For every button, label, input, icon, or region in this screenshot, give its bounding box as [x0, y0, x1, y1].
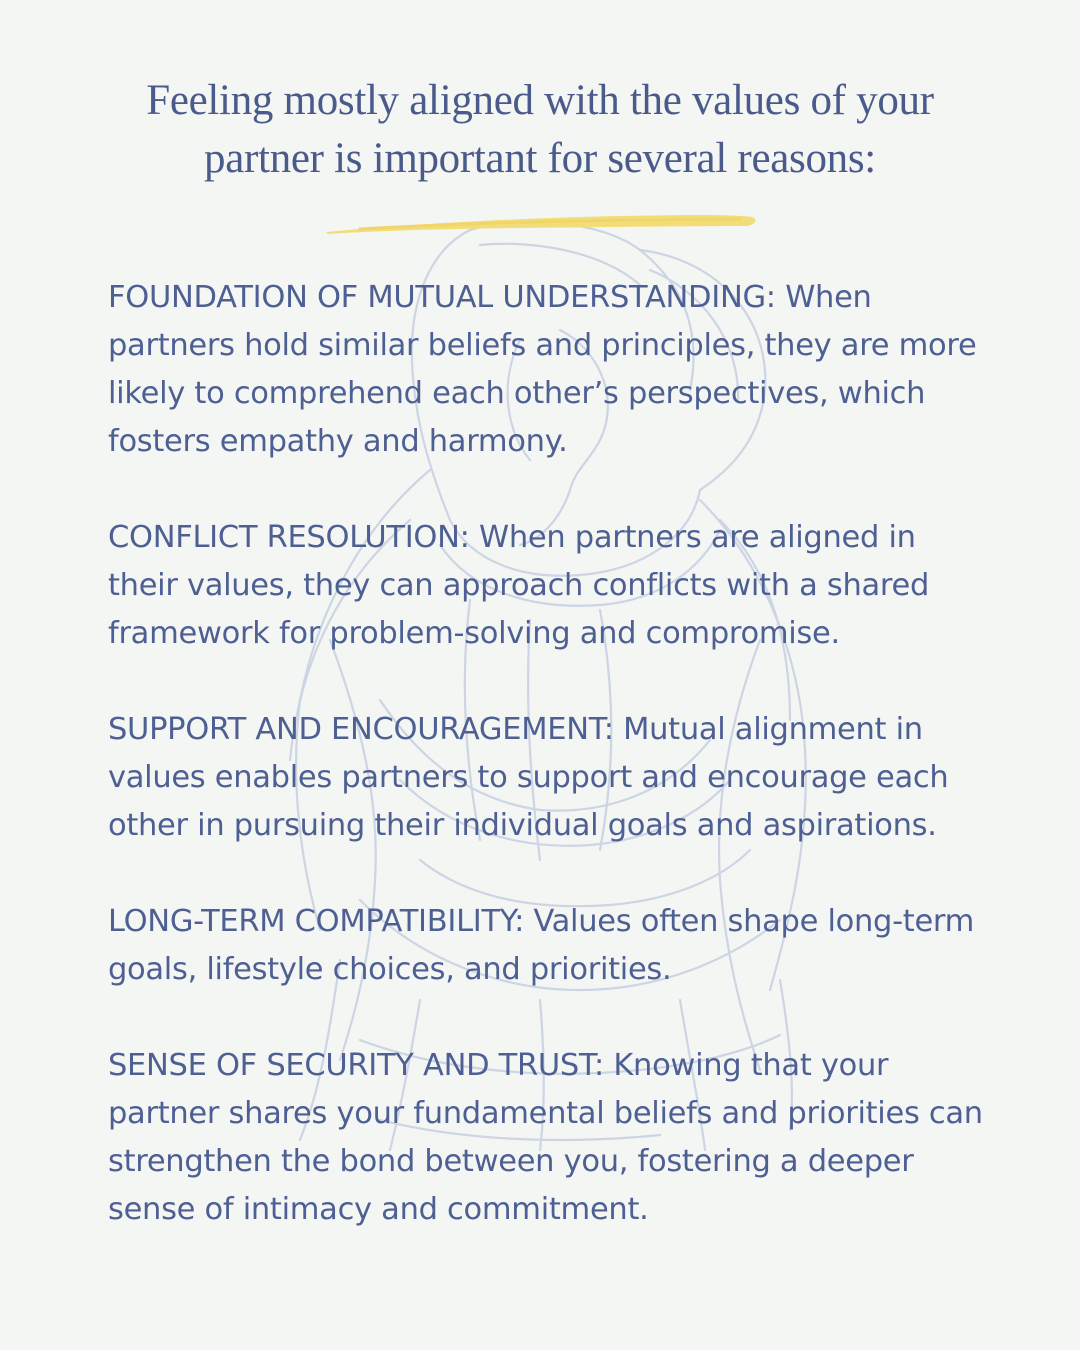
reason-body: Mutual alignment in values enables partners to support and encourage each other in pursuing their individual goals and aspirations.: [108, 712, 949, 843]
reason-item: [108, 274, 988, 466]
reason-heading: CONFLICT RESOLUTION:: [108, 520, 470, 555]
title-line-1: Feeling mostly aligned with the values of your: [146, 77, 934, 124]
reason-item: [108, 514, 988, 658]
reason-body: When partners hold similar beliefs and principles, they are more likely to comprehend each other’s perspectives, which fosters empathy and harmony.: [108, 280, 977, 459]
brush-underline-icon: [320, 208, 760, 238]
reason-heading: LONG-TERM COMPATIBILITY:: [108, 904, 525, 939]
reason-body: When partners are aligned in their values, they can approach conflicts with a shared framework for problem-solving and compromise.: [108, 520, 930, 651]
reason-body: Values often shape long-term goals, lifestyle choices, and priorities.: [108, 904, 975, 987]
reason-heading: SENSE OF SECURITY AND TRUST:: [108, 1048, 604, 1083]
reason-item: [108, 706, 988, 850]
title-line-2: partner is important for several reasons:: [204, 135, 876, 182]
reason-item: [108, 1042, 988, 1234]
reasons-list: [108, 274, 988, 1282]
reason-heading: FOUNDATION OF MUTUAL UNDERSTANDING:: [108, 280, 776, 315]
reason-body: Knowing that your partner shares your fundamental beliefs and priorities can strengthen the bond between you, fostering a deeper sense of intimacy and commitment.: [108, 1048, 983, 1227]
page-title: [100, 72, 980, 188]
reason-heading: SUPPORT AND ENCOURAGEMENT:: [108, 712, 614, 747]
reason-item: [108, 898, 988, 994]
